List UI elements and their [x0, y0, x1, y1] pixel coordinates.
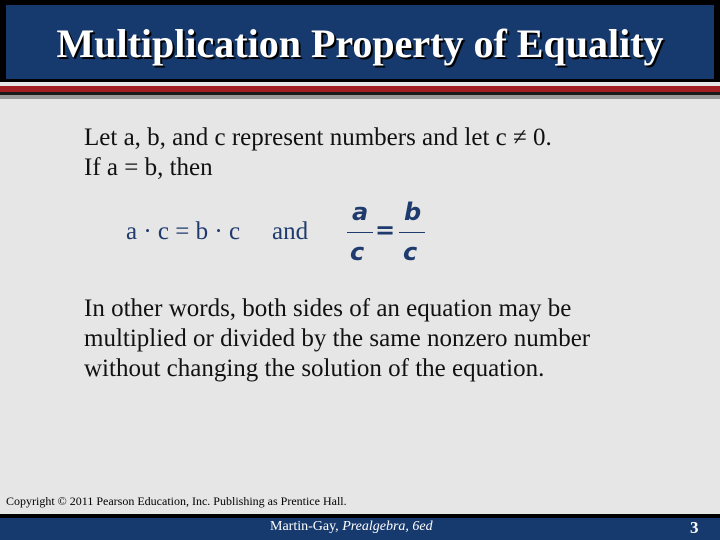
fraction-right-numerator: b — [404, 198, 422, 226]
footer-book-title: Prealgebra, 6ed — [342, 519, 433, 534]
statement-line-2: If a = b, then — [84, 154, 213, 181]
fraction-left-numerator: a — [352, 198, 369, 226]
fraction-left-denominator: c — [350, 238, 365, 266]
multiplication-equation: a · c = b · c — [126, 218, 241, 245]
footer-credit — [270, 519, 433, 535]
copyright-notice: Copyright © 2011 Pearson Education, Inc. Publishing as Prentice Hall. — [6, 494, 347, 508]
accent-rule-gray — [0, 95, 720, 99]
fraction-equals-sign: = — [375, 216, 396, 244]
fraction-left-bar — [347, 232, 373, 233]
page-number: 3 — [690, 518, 699, 537]
connector-and: and — [272, 218, 309, 245]
statement-line-1: Let a, b, and c represent numbers and let c ≠ 0. — [84, 124, 552, 151]
fraction-right-denominator: c — [403, 238, 418, 266]
explanation-paragraph: In other words, both sides of an equation may be multiplied or divided by the same nonzero number without changing the solution of the equation. — [84, 295, 591, 382]
footer-author: Martin-Gay, — [270, 519, 339, 534]
fraction-right-bar — [399, 232, 425, 233]
slide-title: Multiplication Property of Equality — [56, 21, 664, 66]
